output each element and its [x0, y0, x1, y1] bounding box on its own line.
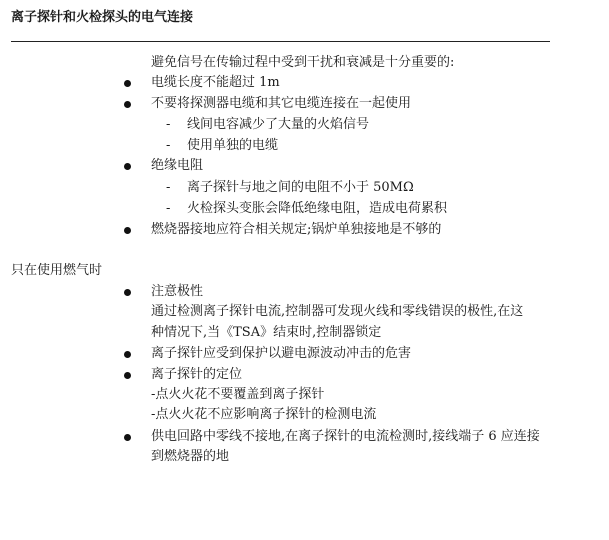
bullet-icon [124, 289, 131, 296]
bullet-icon [124, 434, 131, 441]
bullet-icon [124, 372, 131, 379]
section2-item1: 注意极性 [151, 284, 204, 299]
bullet-icon [124, 227, 131, 234]
section1-item2: 不要将探测器电缆和其它电缆连接在一起使用 [151, 96, 412, 111]
section2-item3-sub2: -点火火花不应影响离子探针的检测电流 [151, 407, 377, 422]
section2-item4-line1: 供电回路中零线不接地,在离子探针的电流检测时,接线端子 6 应连接 [151, 429, 540, 444]
bullet-icon [124, 101, 131, 108]
title-divider [11, 41, 550, 42]
section2-item4-line2: 到燃烧器的地 [151, 449, 230, 464]
dash-icon: - [166, 201, 171, 216]
section2-item3: 离子探针的定位 [151, 367, 243, 382]
section1-intro: 避免信号在传输过程中受到干扰和衰减是十分重要的: [151, 55, 455, 70]
section1-item2-sub2: 使用单独的电缆 [187, 138, 279, 153]
bullet-icon [124, 80, 131, 87]
section1-item3-sub2: 火检探头变胀会降低绝缘电阻，造成电荷累积 [187, 201, 448, 216]
bullet-icon [124, 163, 131, 170]
section2-item3-sub1: -点火火花不要覆盖到离子探针 [151, 387, 325, 402]
section1-item3: 绝缘电阻 [151, 158, 204, 173]
section1-item1: 电缆长度不能超过 1m [151, 75, 280, 90]
section2-item1-text-line2: 种情况下,当《TSA》结束时,控制器锁定 [151, 325, 382, 340]
dash-icon: - [166, 117, 171, 132]
section2-item1-text-line1: 通过检测离子探针电流,控制器可发现火线和零线错误的极性,在这 [151, 304, 524, 319]
section1-item2-sub1: 线间电容减少了大量的火焰信号 [187, 117, 370, 132]
dash-icon: - [166, 180, 171, 195]
section1-item3-sub1: 离子探针与地之间的电阻不小于 50MΩ [187, 180, 414, 195]
section2-heading: 只在使用燃气时 [11, 263, 103, 278]
section2-item2: 离子探针应受到保护以避电源波动冲击的危害 [151, 346, 412, 361]
section1-item4: 燃烧器接地应符合相关规定;锅炉单独接地是不够的 [151, 222, 442, 237]
page-title: 离子探针和火检探头的电气连接 [11, 10, 194, 25]
dash-icon: - [166, 138, 171, 153]
bullet-icon [124, 351, 131, 358]
